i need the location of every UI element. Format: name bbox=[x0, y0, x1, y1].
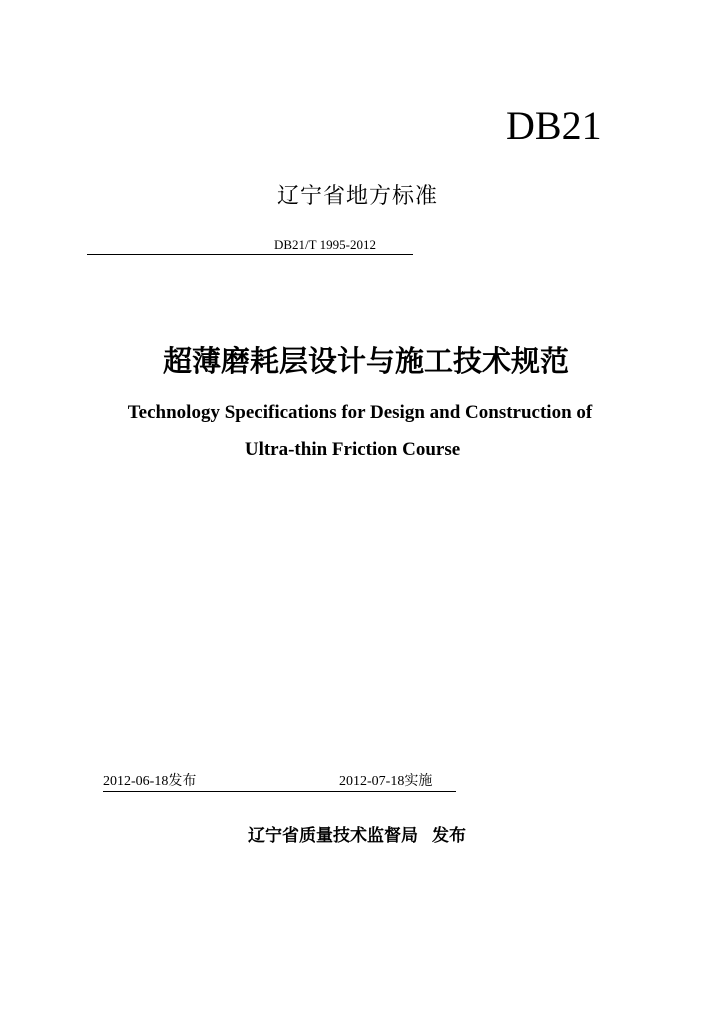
issuer bbox=[248, 824, 466, 848]
document-title-en-line1: Technology Specifications for Design and Construction of bbox=[127, 402, 593, 423]
effective-date-value: 2012-07-18 bbox=[339, 774, 405, 789]
issue-date-value: 2012-06-18 bbox=[103, 774, 169, 789]
standard-number: DB21/T 1995-2012 bbox=[274, 237, 376, 252]
issuer-name: 辽宁省质量技术监督局 bbox=[248, 826, 418, 846]
document-title-en-line2: Ultra-thin Friction Course bbox=[244, 439, 461, 460]
effective-label: 实施 bbox=[404, 773, 433, 789]
issue-label: 发布 bbox=[168, 773, 197, 789]
issuer-action: 发布 bbox=[432, 826, 466, 846]
document-title-cn: 超薄磨耗层设计与施工技术规范 bbox=[162, 344, 569, 378]
dates-row bbox=[103, 772, 456, 792]
standard-number-line bbox=[87, 236, 413, 255]
issue-date bbox=[103, 772, 196, 791]
standard-type: 辽宁省地方标准 bbox=[277, 184, 439, 209]
effective-date bbox=[339, 772, 432, 791]
standard-code: DB21 bbox=[506, 103, 602, 148]
